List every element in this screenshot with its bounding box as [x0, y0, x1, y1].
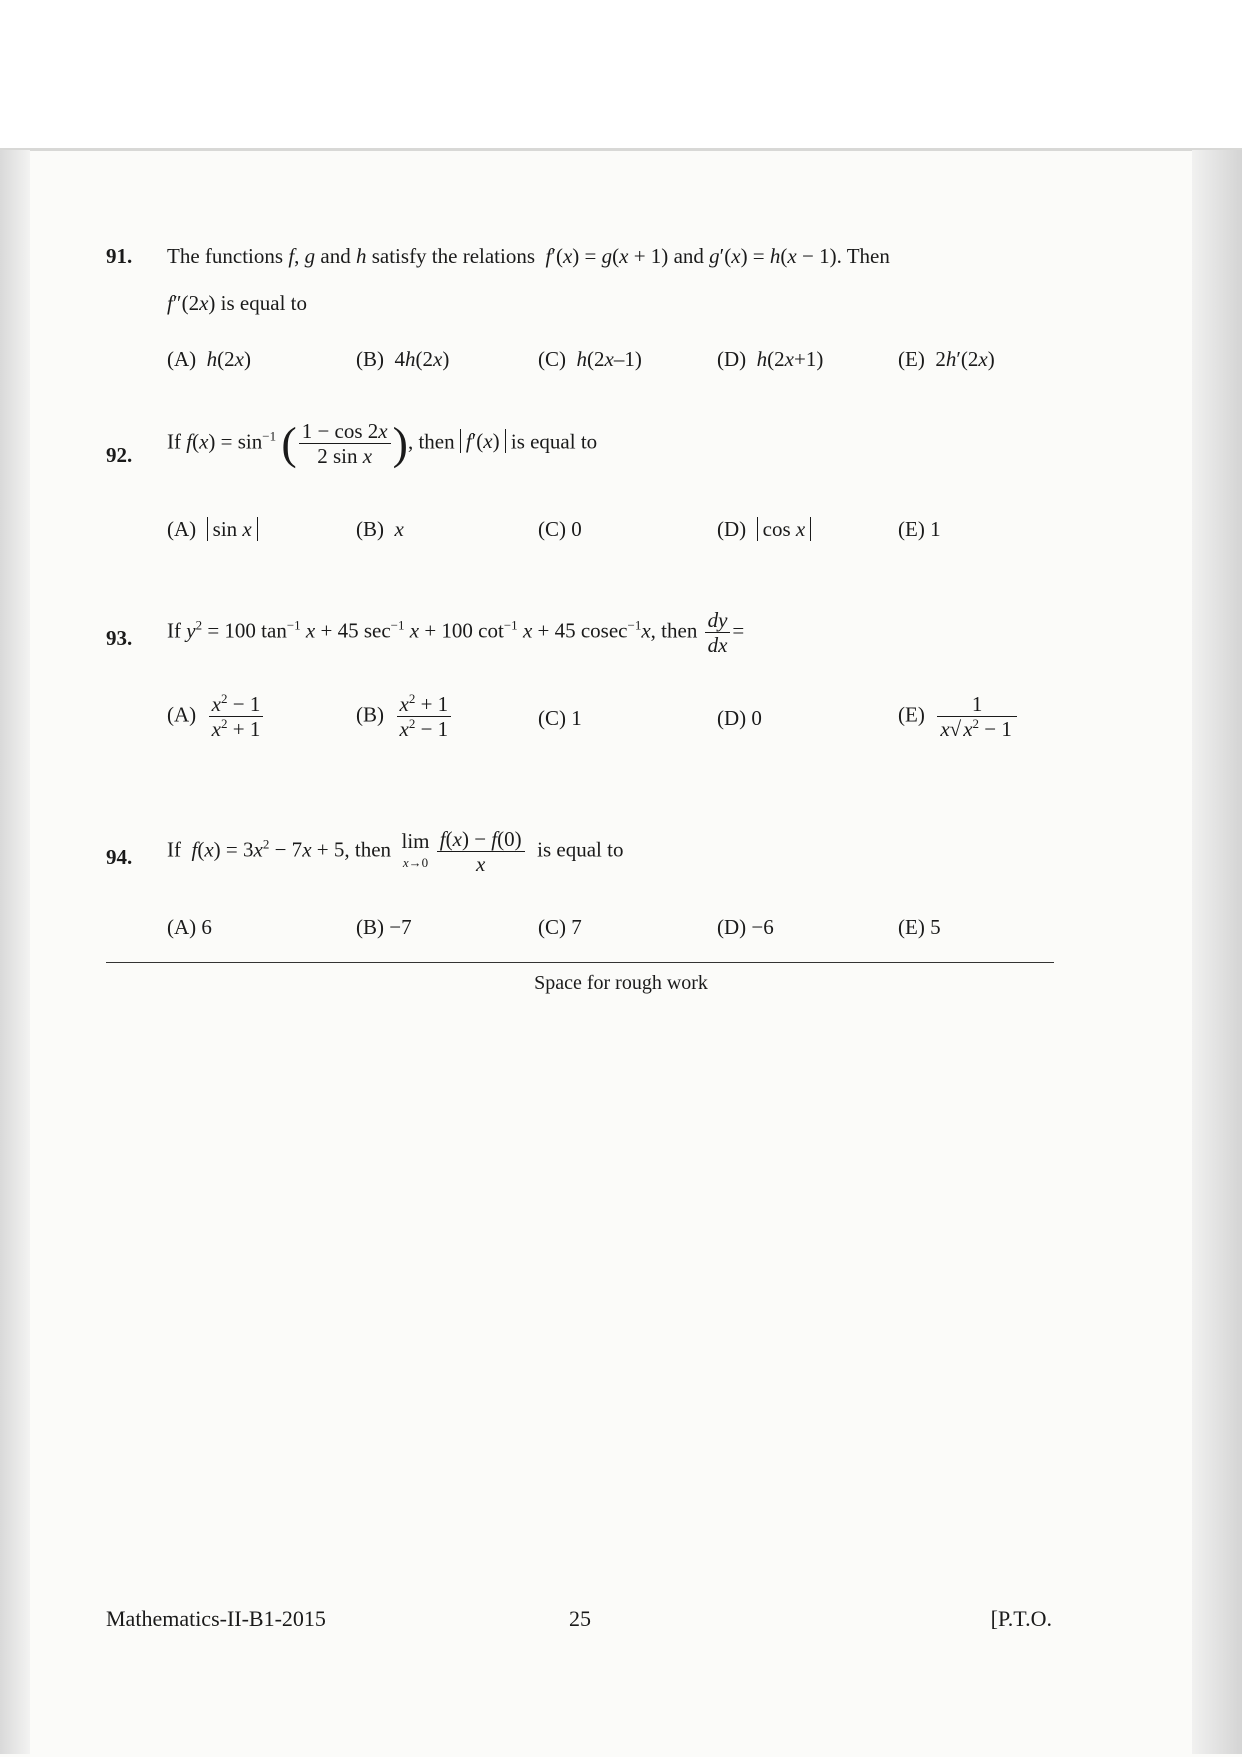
option-d[interactable]: (D) cos x: [717, 515, 811, 543]
option-b[interactable]: (B) 4h(2x): [356, 347, 450, 371]
option-e[interactable]: (E) $\frac{1}{x√x^2 - 1}$: [898, 692, 1019, 741]
question-number: 92.: [106, 443, 133, 467]
scan-shadow-right: [1192, 150, 1242, 1754]
option-c[interactable]: (C) 1: [538, 706, 582, 730]
option-b[interactable]: (B) $\frac{x^2 + 1}{x^2 - 1}$: [356, 692, 453, 741]
footer-paper-code: Mathematics-II-B1-2015: [106, 1606, 326, 1631]
option-c[interactable]: (C) h(2x–1): [538, 347, 642, 371]
question-stem: If $f(x) = \sin^{-1}$ ( $\frac{1 - \cos 2x}{\text{2 sin x}}$ ), then f′(x) is equal to: [167, 417, 598, 469]
question-stem-line-2: f″(2x) is equal to: [167, 291, 307, 315]
question-number: 93.: [106, 626, 133, 650]
fraction: $\frac{1 - \cos 2x}{\text{2 sin x}}$: [299, 419, 391, 468]
option-b[interactable]: (B) x: [356, 517, 404, 541]
option-b[interactable]: (B) −7: [356, 915, 412, 939]
scan-shadow-left: [0, 150, 30, 1754]
option-d[interactable]: (D) −6: [717, 915, 774, 939]
question-94: [106, 827, 1066, 943]
question-stem: If $y^2 = 100$ $\tan^{-1} x + 45$ $\sec^{-1} x + 100$ $\cot^{-1} x + 45$ cosec$^{-1}$x, then $\frac{dy}{dx}$ =: [167, 608, 745, 657]
fraction: $\frac{f(x) - f(0)}{x}$: [437, 827, 525, 876]
option-e[interactable]: (E) 2h′(2x): [898, 347, 995, 371]
option-d[interactable]: (D) h(2x+1): [717, 347, 824, 371]
option-c[interactable]: (C) 7: [538, 915, 582, 939]
dy-dx-fraction: $\frac{dy}{dx}$: [705, 608, 731, 657]
option-e[interactable]: (E) 5: [898, 915, 941, 939]
option-a[interactable]: (A) sin x: [167, 515, 258, 543]
option-a[interactable]: (A) $\frac{x^2 - 1}{x^2 + 1}$: [167, 692, 265, 741]
scanned-page: [0, 148, 1242, 1757]
option-a[interactable]: (A) 6: [167, 915, 212, 939]
limit-operator: lim x→0: [401, 828, 430, 870]
question-number: 94.: [106, 845, 133, 869]
question-92: [106, 417, 1066, 547]
question-91: [106, 242, 1066, 371]
rough-work-label: Space for rough work: [534, 972, 708, 994]
question-stem: If $f(x) = 3x^2 - 7x + 5$, then lim x→0 $\frac{f(x) - f(0)}{x}$ is equal to: [167, 827, 624, 876]
option-a[interactable]: (A) h(2x): [167, 347, 251, 371]
rough-work-divider: [106, 962, 1054, 963]
question-number: 91.: [106, 244, 133, 268]
question-stem: The functions f, g and h satisfy the relations f′(x) = g(x + 1) and g′(x) = h(x − 1). Then: [167, 244, 890, 268]
footer-pto: [P.T.O.: [990, 1606, 1052, 1631]
footer-page-number: 25: [569, 1606, 591, 1631]
question-93: [106, 608, 1066, 770]
option-e[interactable]: (E) 1: [898, 517, 941, 541]
option-c[interactable]: (C) 0: [538, 517, 582, 541]
option-d[interactable]: (D) 0: [717, 706, 762, 730]
